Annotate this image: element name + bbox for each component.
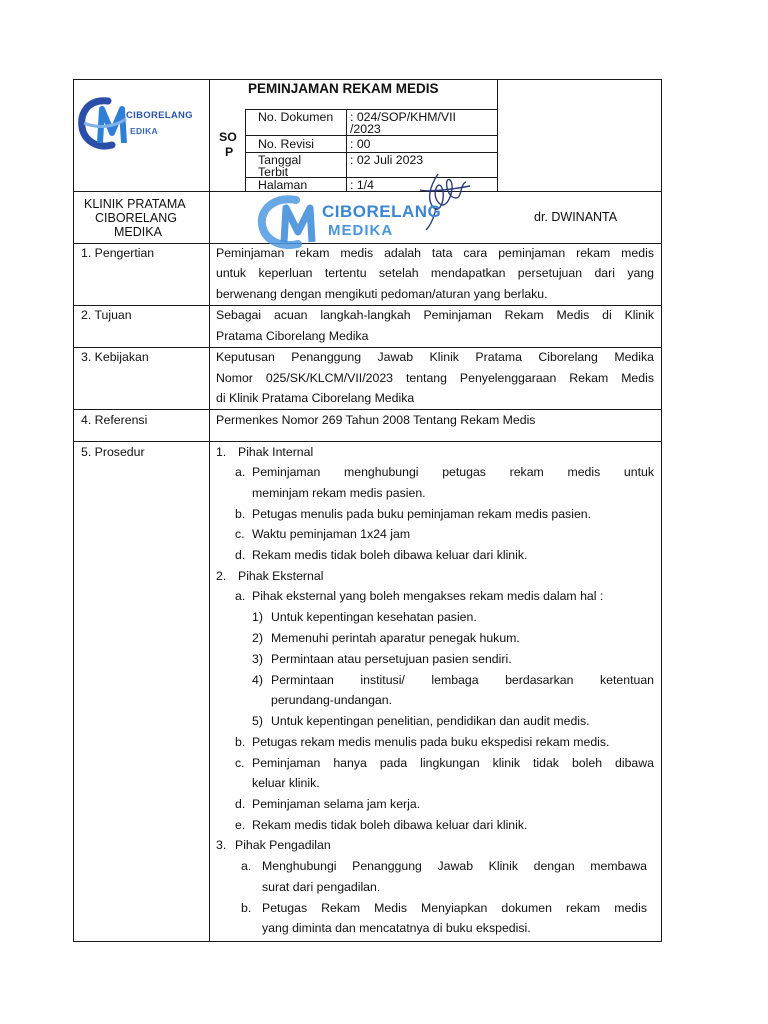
eksternal-a-text: Pihak eksternal yang boleh mengakses rekam medis dalam hal : [252, 589, 604, 603]
internal-num: 1. [216, 445, 227, 459]
meta-label-tanggal: Tanggal [258, 153, 302, 167]
internal-c-text: Waktu peminjaman 1x24 jam [252, 527, 411, 541]
meta-value-halaman: : 1/4 [350, 178, 374, 192]
meta-label-dokumen: No. Dokumen [258, 110, 334, 124]
internal-title: Pihak Internal [238, 445, 314, 459]
eksternal-sub1-marker: 1) [252, 610, 263, 624]
pengadilan-b-marker: b. [241, 901, 252, 915]
signer-name: dr. DWINANTA [534, 210, 618, 224]
label-kebijakan: 3. Kebijakan [81, 350, 149, 364]
label-pengertian: 1. Pengertian [81, 246, 155, 260]
eksternal-sub3-marker: 3) [252, 652, 263, 666]
eksternal-sub4-line2: perundang-undangan. [271, 693, 393, 707]
stamp-logo [256, 194, 442, 250]
pengadilan-title: Pihak Pengadilan [235, 838, 331, 852]
label-referensi: 4. Referensi [81, 413, 148, 427]
stamp-graphic [256, 194, 326, 250]
eksternal-c-line2: keluar klinik. [252, 776, 320, 790]
document-title: PEMINJAMAN REKAM MEDIS [248, 81, 439, 96]
eksternal-e-text: Rekam medis tidak boleh dibawa keluar dari klinik. [252, 818, 528, 832]
label-prosedur: 5. Prosedur [81, 445, 145, 459]
logo-graphic [78, 93, 203, 155]
meta-value-dokumen: : 024/SOP/KHM/VII [350, 110, 456, 124]
meta-label-revisi: No. Revisi [258, 137, 315, 151]
clinic-name-line2: CIBORELANG [95, 211, 177, 225]
eksternal-num: 2. [216, 569, 227, 583]
logo-name-line2: EDIKA [130, 126, 158, 136]
eksternal-sub4-marker: 4) [252, 673, 263, 687]
internal-d-text: Rekam medis tidak boleh dibawa keluar dari klinik. [252, 548, 528, 562]
eksternal-d-marker: d. [235, 797, 246, 811]
pengertian-line1: Peminjaman rekam medis adalah tata cara peminjaman rekam medis [216, 246, 654, 260]
internal-a-marker: a. [235, 465, 246, 479]
internal-d-marker: d. [235, 548, 246, 562]
label-tujuan: 2. Tujuan [81, 308, 132, 322]
internal-c-marker: c. [235, 527, 245, 541]
pengadilan-a-line1: Menghubungi Penanggung Jawab Klinik dengan membawa [262, 859, 647, 873]
eksternal-b-marker: b. [235, 735, 246, 749]
pengadilan-num: 3. [216, 838, 227, 852]
pengertian-line3: berwenang dengan mengikuti pedoman/aturan yang berlaku. [216, 287, 548, 301]
eksternal-sub5-text: Untuk kepentingan penelitian, pendidikan dan audit medis. [271, 714, 590, 728]
stamp-line2: MEDIKA [328, 222, 394, 239]
eksternal-title: Pihak Eksternal [238, 569, 324, 583]
eksternal-sub1-text: Untuk kepentingan kesehatan pasien. [271, 610, 477, 624]
meta-value-dokumen-cont: /2023 [350, 122, 381, 136]
eksternal-b-text: Petugas rekam medis menulis pada buku ekspedisi rekam medis. [252, 735, 610, 749]
eksternal-c-marker: c. [235, 756, 245, 770]
eksternal-a-marker: a. [235, 589, 246, 603]
eksternal-d-text: Peminjaman selama jam kerja. [252, 797, 421, 811]
clinic-name-line1: KLINIK PRATAMA [84, 197, 186, 211]
internal-b-text: Petugas menulis pada buku peminjaman rekam medis pasien. [252, 507, 592, 521]
referensi-line1: Permenkes Nomor 269 Tahun 2008 Tentang Rekam Medis [216, 413, 536, 427]
pengadilan-b-line2: yang diminta dan mencatatnya di buku ekspedisi. [262, 921, 531, 935]
meta-value-revisi: : 00 [350, 137, 371, 151]
eksternal-sub4-line1: Permintaan institusi/ lembaga berdasarkan ketentuan [271, 673, 654, 687]
eksternal-sub2-marker: 2) [252, 631, 263, 645]
kebijakan-line1: Keputusan Penanggung Jawab Klinik Pratama Ciborelang Medika [216, 350, 654, 364]
pengadilan-b-line1: Petugas Rekam Medis Menyiapkan dokumen rekam medis [262, 901, 647, 915]
stamp-line1: CIBORELANG [322, 202, 442, 221]
meta-label-terbit: Terbit [258, 165, 289, 179]
clinic-name-line3: MEDIKA [114, 225, 162, 239]
clinic-logo [78, 93, 203, 155]
meta-label-halaman: Halaman [258, 178, 308, 192]
sop-label-2: P [225, 145, 234, 159]
eksternal-e-marker: e. [235, 818, 246, 832]
pengertian-line2: untuk keperluan tertentu setelah mendapatkan persetujuan dari yang [216, 266, 654, 280]
pengadilan-a-line2: surat dari pengadilan. [262, 880, 381, 894]
eksternal-sub3-text: Permintaan atau persetujuan pasien sendiri. [271, 652, 512, 666]
eksternal-sub5-marker: 5) [252, 714, 263, 728]
eksternal-c-line1: Peminjaman hanya pada lingkungan klinik tidak boleh dibawa [252, 756, 654, 770]
internal-a-line1: Peminjaman menghubungi petugas rekam medis untuk [252, 465, 654, 479]
meta-value-tanggal: : 02 Juli 2023 [350, 153, 424, 167]
kebijakan-line2: Nomor 025/SK/KLCM/VII/2023 tentang Penyelenggaraan Rekam Medis [216, 371, 654, 385]
eksternal-sub2-text: Memenuhi perintah aparatur penegak hukum. [271, 631, 520, 645]
kebijakan-line3: di Klinik Pratama Ciborelang Medika [216, 391, 415, 405]
internal-b-marker: b. [235, 507, 246, 521]
tujuan-line1: Sebagai acuan langkah-langkah Peminjaman Rekam Medis di Klinik [216, 308, 654, 322]
pengadilan-a-marker: a. [241, 859, 252, 873]
internal-a-line2: meminjam rekam medis pasien. [252, 486, 426, 500]
tujuan-line2: Pratama Ciborelang Medika [216, 329, 369, 343]
sop-label-1: SO [219, 130, 237, 144]
logo-name-line1: CIBORELANG [126, 110, 193, 121]
